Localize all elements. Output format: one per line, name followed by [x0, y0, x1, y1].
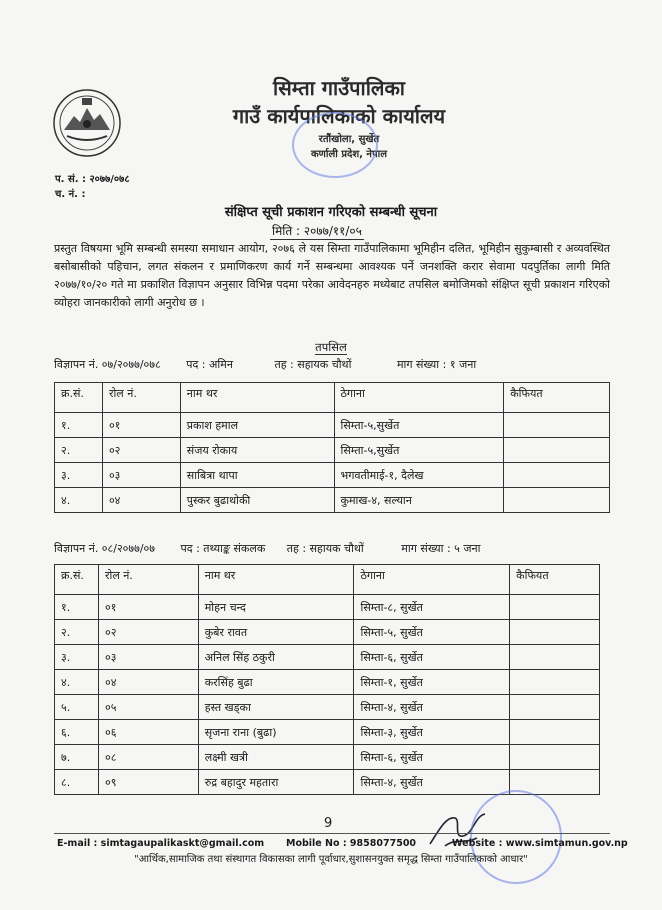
- address-line-1: रतौंखोला, सुर्खेत: [318, 134, 380, 145]
- table-cell: ४.: [55, 670, 99, 695]
- footer-mobile: Mobile No : 9858077500: [286, 838, 417, 849]
- reference-numbers: [55, 172, 130, 202]
- address-line-2: कर्णाली प्रदेश, नेपाल: [310, 149, 388, 160]
- table-cell: ०४: [102, 488, 180, 513]
- table-row: [55, 645, 600, 670]
- table-cell: [510, 720, 600, 745]
- table-cell: हस्त खड्का: [198, 695, 354, 720]
- table-cell: [510, 745, 600, 770]
- table-row: [55, 720, 600, 745]
- table-cell: ८.: [55, 770, 99, 795]
- table-header-row: [55, 565, 600, 595]
- candidate-table-2: [54, 564, 600, 795]
- officer-stamp-icon: [470, 790, 562, 884]
- table-cell: ६.: [55, 720, 99, 745]
- table-row: [55, 745, 600, 770]
- table-row: [55, 695, 600, 720]
- table-row: [55, 463, 610, 488]
- table-cell: [504, 413, 610, 438]
- table-cell: कुबेर रावत: [198, 620, 354, 645]
- table-cell: ०१: [102, 413, 180, 438]
- table-cell: ०२: [98, 620, 198, 645]
- table-cell: [510, 645, 600, 670]
- table-cell: सिम्ता-१, सुर्खेत: [354, 670, 510, 695]
- table-cell: पुस्कर बुढाथोकी: [180, 488, 334, 513]
- footer-motto: "आर्थिक,सामाजिक तथा संस्थागत विकासका लागी पूर्वाधार,सुशासनयुक्त समृद्ध सिम्ता गाउँपालिकाको आधार": [134, 854, 528, 865]
- table-cell: ३.: [55, 463, 103, 488]
- table-row: [55, 438, 610, 463]
- table-cell: [510, 595, 600, 620]
- column-header: ठेगाना: [354, 565, 510, 595]
- table-cell: ३.: [55, 645, 99, 670]
- table-row: [55, 620, 600, 645]
- office-subtitle: गाउँ कार्यपालिकाको कार्यालय: [232, 104, 446, 128]
- table-header-row: [55, 383, 610, 413]
- table-cell: [504, 438, 610, 463]
- tapasil-heading: तपसिल: [315, 340, 347, 354]
- table-cell: [504, 488, 610, 513]
- table-cell: [510, 695, 600, 720]
- column-header: क्र.सं.: [55, 565, 99, 595]
- table-cell: सिम्ता-६, सुर्खेत: [354, 745, 510, 770]
- candidate-table-1: [54, 382, 610, 513]
- table-cell: १.: [55, 595, 99, 620]
- table-cell: ०८: [98, 745, 198, 770]
- table-cell: [510, 620, 600, 645]
- adv-1-number: विज्ञापन नं. ०७/२०७७/०७८: [54, 358, 161, 371]
- table-cell: रुद्र बहादुर महतारा: [198, 770, 354, 795]
- table-row: [55, 488, 610, 513]
- table-row: [55, 670, 600, 695]
- column-header: रोल नं.: [98, 565, 198, 595]
- table-cell: सिम्ता-४, सुर्खेत: [354, 695, 510, 720]
- notice-date: मिति : २०७७/११/०५: [272, 224, 362, 238]
- adv-1-level: तह : सहायक चौथों: [274, 358, 352, 371]
- table-cell: सिम्ता-५, सुर्खेत: [354, 620, 510, 645]
- table-cell: [510, 670, 600, 695]
- patra-sankhya: प. सं. : २०७७/०७८: [55, 174, 130, 185]
- column-header: क्र.सं.: [55, 383, 103, 413]
- table-cell: ४.: [55, 488, 103, 513]
- table-cell: ५.: [55, 695, 99, 720]
- office-stamp-icon: [292, 112, 378, 178]
- column-header: कैफियत: [504, 383, 610, 413]
- table-cell: २.: [55, 620, 99, 645]
- office-name: सिम्ता गाउँपालिका: [273, 76, 405, 100]
- table-cell: लक्ष्मी खत्री: [198, 745, 354, 770]
- chalani-number: च. नं. :: [55, 189, 86, 200]
- table-row: [55, 413, 610, 438]
- table-cell: सिम्ता-६, सुर्खेत: [354, 645, 510, 670]
- adv-2-post: पद : तथ्याङ्क संकलक: [180, 542, 266, 555]
- adv-1-post: पद : अमिन: [186, 358, 233, 371]
- table-cell: सिम्ता-५,सुर्खेत: [334, 438, 504, 463]
- column-header: नाम थर: [198, 565, 354, 595]
- advertisement-1-info: [54, 357, 476, 372]
- notice-body: प्रस्तुत विषयमा भूमि सम्बन्धी समस्या समाधान आयोग, २०७६ ले यस सिम्ता गाउँपालिकामा भूमिहीन दलित, भूमिहीन सुकुम्बासी र अव्यवस्थित बसोबासीको पहिचान, लगत संकलन र प्रमाणिकरण कार्य गर्ने सम्बन्धमा आवश्यक पर्ने जनशक्ति करार सेवामा पदपुर्तिका लागी मिति २०७७/१०/२० गते मा प्रकाशित विज्ञापन अनुसार विभिन्न पदमा परेका आवेदनहरु मध्येबाट तपसिल बमोजिमको संक्षिप्त सूची प्रकाशन गरिएको व्योहरा जानकारीको लागी अनुरोध छ ।: [54, 242, 610, 309]
- adv-2-demand: माग संख्या : ५ जना: [401, 542, 481, 555]
- table-cell: कुमाख-४, सल्यान: [334, 488, 504, 513]
- table-cell: संजय रोकाय: [180, 438, 334, 463]
- footer-website: Website : www.simtamun.gov.np: [452, 838, 628, 849]
- table-cell: ०४: [98, 670, 198, 695]
- column-header: कैफियत: [510, 565, 600, 595]
- table-cell: साबित्रा थापा: [180, 463, 334, 488]
- column-header: ठेगाना: [334, 383, 504, 413]
- footer-divider: [54, 833, 610, 834]
- table-cell: सिम्ता-४, सुर्खेत: [354, 770, 510, 795]
- table-cell: ७.: [55, 745, 99, 770]
- table-cell: सिम्ता-५,सुर्खेत: [334, 413, 504, 438]
- adv-1-demand: माग संख्या : १ जना: [396, 358, 477, 371]
- table-cell: ०३: [98, 645, 198, 670]
- adv-2-number: विज्ञापन नं. ०८/२०७७/०७: [54, 542, 155, 555]
- table-cell: [504, 463, 610, 488]
- column-header: रोल नं.: [102, 383, 180, 413]
- table-cell: सृजना राना (बुढा): [198, 720, 354, 745]
- table-cell: मोहन चन्द: [198, 595, 354, 620]
- table-cell: ०६: [98, 720, 198, 745]
- adv-2-level: तह : सहायक चौथों: [286, 542, 364, 555]
- column-header: नाम थर: [180, 383, 334, 413]
- table-cell: अनिल सिंह ठकुरी: [198, 645, 354, 670]
- table-cell: २.: [55, 438, 103, 463]
- table-cell: ०५: [98, 695, 198, 720]
- table-cell: ०३: [102, 463, 180, 488]
- table-cell: प्रकाश हमाल: [180, 413, 334, 438]
- table-cell: ०९: [98, 770, 198, 795]
- table-cell: करसिंह बुढा: [198, 670, 354, 695]
- table-cell: सिम्ता-८, सुर्खेत: [354, 595, 510, 620]
- advertisement-2-info: [54, 541, 481, 556]
- table-cell: १.: [55, 413, 103, 438]
- footer-email: E-mail : simtagaupalikaskt@gmail.com: [57, 838, 265, 849]
- table-row: [55, 595, 600, 620]
- table-cell: सिम्ता-३, सुर्खेत: [354, 720, 510, 745]
- page-number: 9: [324, 816, 333, 831]
- table-cell: ०२: [102, 438, 180, 463]
- table-cell: भगवतीमाई-१, दैलेख: [334, 463, 504, 488]
- table-cell: ०१: [98, 595, 198, 620]
- notice-subject: संक्षिप्त सूची प्रकाशन गरिएको सम्बन्धी सूचना: [224, 205, 438, 220]
